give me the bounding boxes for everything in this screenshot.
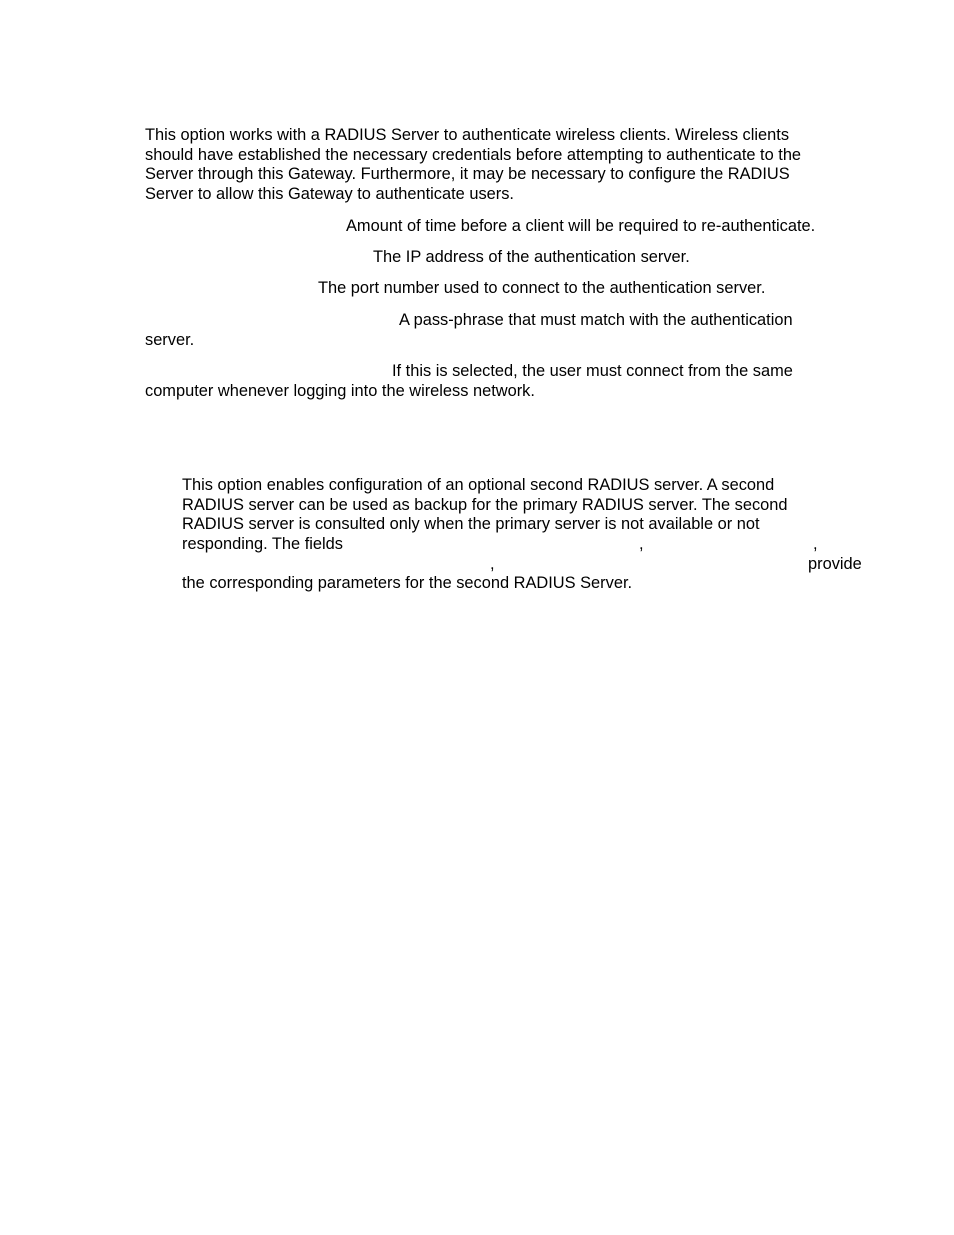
field-separator-comma: , <box>813 535 818 553</box>
radius-intro-line: This option works with a RADIUS Server to authenticate wireless clients. Wireless clients <box>145 126 790 144</box>
reauth-time-description: Amount of time before a client will be required to re-authenticate. <box>346 217 816 235</box>
second-radius-line: the corresponding parameters for the second RADIUS Server. <box>182 574 633 592</box>
second-radius-line: RADIUS server can be used as backup for the primary RADIUS server. The second <box>182 496 788 514</box>
field-separator-comma: , <box>639 535 644 553</box>
second-radius-line: This option enables configuration of an optional second RADIUS server. A second <box>182 476 775 494</box>
shared-key-description-line: server. <box>145 331 195 349</box>
second-radius-line: responding. The fields <box>182 535 343 553</box>
radius-intro-line: Server to allow this Gateway to authenticate users. <box>145 185 514 203</box>
shared-key-description-line: A pass-phrase that must match with the authentication <box>399 311 793 329</box>
port-description: The port number used to connect to the authentication server. <box>318 279 766 297</box>
server-ip-description: The IP address of the authentication server. <box>373 248 690 266</box>
field-separator-comma: , <box>490 555 495 573</box>
second-radius-line: RADIUS server is consulted only when the primary server is not available or not <box>182 515 760 533</box>
radius-intro-line: Server through this Gateway. Furthermore, it may be necessary to configure the RADIUS <box>145 165 790 183</box>
mac-check-description-line: computer whenever logging into the wireless network. <box>145 382 535 400</box>
provide-word: provide <box>808 555 862 573</box>
radius-intro-line: should have established the necessary credentials before attempting to authenticate to the <box>145 146 802 164</box>
mac-check-description-line: If this is selected, the user must connect from the same <box>392 362 793 380</box>
